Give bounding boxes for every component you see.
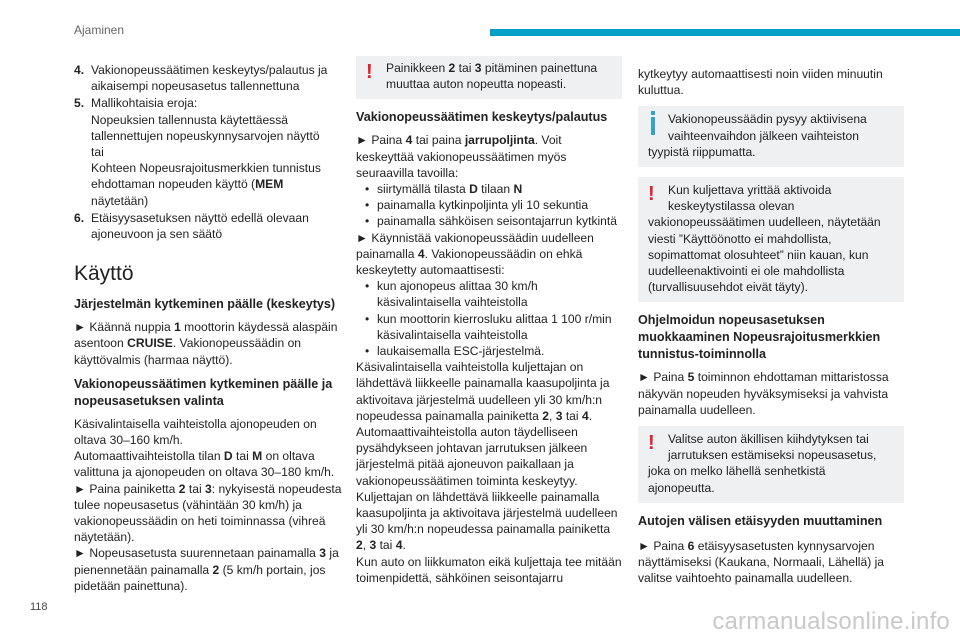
warning-icon: ! — [366, 61, 373, 83]
list-item-4: 4. Vakionopeussäätimen keskeytys/palautus ja aikaisempi nopeusasetus tallennettuna — [74, 63, 328, 94]
warning-icon: ! — [648, 432, 655, 455]
warning-note: ! Kun kuljettava yrittää aktivoida keskeytystilassa olevan vakionopeussäätimen uudelleen, näytetään viesti ”Käyttöönotto ei mahdollista, sopimattomat olosuhteet” niin kauan, kun uudelleenaktivointi ei ole mahdollista (turvallisuusehdot eivät täyty). — [638, 177, 904, 302]
paragraph: kytkeytyy automaattisesti noin viiden minuutin kuluttua. — [638, 67, 883, 98]
paragraph: ► Paina painiketta 2 tai 3: nykyisestä nopeudesta tulee nopeusasetus (vähintään 30 km/h) ja vakionopeussäädin on heti toiminnassa (vihreä näytetään). — [74, 481, 342, 545]
paragraph: ► Käännä nuppia 1 moottorin käydessä alaspäin asentoon CRUISE. Vakionopeussäädin on käyttövalmis (harmaa näyttö). — [74, 320, 338, 367]
list-item-5: 5. Mallikohtaisia eroja: Nopeuksien tallennusta käytettäessä tallennettujen nopeuskynnysarvojen näyttö tai Kohteen Nopeusrajoitusmerkkien tunnistus ehdottaman nopeuden käyttö (MEM näytetään) — [74, 96, 321, 208]
paragraph: Käsivalintaisella vaihteistolla ajonopeuden on oltava 30–160 km/h. — [74, 416, 317, 448]
list-item: • kun ajonopeus alittaa 30 km/h käsivalintaisella vaihteistolla — [365, 279, 538, 310]
section-title: Ajaminen — [74, 23, 125, 37]
column-1 — [74, 62, 344, 594]
paragraph: ► Käynnistää vakionopeussäädin uudelleen painamalla 4. Vakionopeussäädin on ehkä keskeytetty automaattisesti: — [356, 230, 594, 278]
heading-switch-on: Järjestelmän kytkeminen päälle (keskeytys) — [74, 297, 336, 312]
column-2 — [356, 56, 622, 586]
watermark: carmanualsonline.info — [712, 608, 950, 635]
list-item: • painamalla kytkinpoljinta yli 10 sekuntia — [365, 198, 589, 213]
paragraph: ► Nopeusasetusta suurennetaan painamalla 3 ja pienennetään painamalla 2 (5 km/h portain, jos pidetään painettuna). — [74, 546, 339, 593]
paragraph: Automaattivaihteistolla tilan D tai M on oltava valittuna ja ajonopeuden on oltava 30–180 km/h. — [74, 449, 335, 480]
warning-note: ! Valitse auton äkillisen kiihdytyksen tai jarrutuksen estämiseksi nopeusasetus, joka on melko lähellä senhetkistä ajonopeutta. — [638, 426, 904, 503]
header-accent-bar — [490, 29, 960, 36]
warning-icon: ! — [648, 183, 655, 206]
paragraph: Käsivalintaisella vaihteistolla kuljettajan on lähdettävä liikkeelle painamalla kaasupoljinta ja aktivoitava järjestelmä uudelleen yli 30 km/h:n nopeudessa painamalla painiketta 2, 3 tai 4. — [356, 360, 610, 423]
list-item: • kun moottorin kierrosluku alittaa 1 100 r/min käsivalintaisella vaihteistolla — [365, 311, 612, 342]
list-item-6: 6. Etäisyysasetuksen näyttö edellä olevaan ajoneuvoon ja sen säätö — [74, 210, 309, 242]
heading-pause-resume: Vakionopeussäätimen keskeytys/palautus — [356, 110, 608, 125]
heading-programmed-speed: Ohjelmoidun nopeusasetuksen muokkaaminen Nopeusrajoitusmerkkien tunnistus-toiminnolla — [638, 313, 881, 362]
paragraph: ► Paina 5 toiminnon ehdottaman mittaristossa näkyvän nopeuden hyväksymiseksi ja vahvista painamalla uudelleen. — [638, 370, 889, 417]
heading-select-speed: Vakionopeussäätimen kytkeminen päälle ja nopeusasetuksen valinta — [74, 376, 333, 408]
heading-distance: Autojen välisen etäisyyden muuttaminen — [638, 513, 883, 528]
page-title: Käyttö — [74, 262, 134, 286]
paragraph: ► Paina 6 etäisyysasetusten kynnysarvojen näyttämiseksi (Kaukana, Normaali, Lähellä) ja valitse vaihtoehto painamalla uudelleen. — [638, 538, 885, 586]
column-3 — [638, 66, 904, 586]
list-item: • painamalla sähköisen seisontajarrun kytkintä — [365, 214, 617, 229]
paragraph: Kun auto on liikkumaton eikä kuljettaja tee mitään toimenpidettä, sähköinen seisontajarru — [356, 554, 622, 585]
page-number: 118 — [30, 601, 48, 613]
list-item: • siirtymällä tilasta D tilaan N — [365, 182, 523, 197]
list-item: • laukaisemalla ESC-järjestelmä. — [365, 344, 545, 359]
paragraph: ► Paina 4 tai paina jarrupoljinta. Voit keskeyttää vakionopeussäätimen myös seuraavilla tavoilla: — [356, 133, 567, 180]
info-note: Vakionopeussäädin pysyy aktiivisena vaihteenvaihdon jälkeen vaihteiston tyypistä riippumatta. — [638, 106, 904, 167]
paragraph: Automaattivaihteistolla auton täydelliseen pysähdykseen johtavan jarrutuksen jälkeen järjestelmä pitää ajoneuvon paikallaan ja vakionopeussäätimen toiminta keskeytyy. Kuljettajan on lähdettävä liikkeelle painamalla kaasupoljinta ja aktivoitava järjestelmä uudelleen yli 30 km/h:n nopeudessa painamalla painiketta 2, 3 tai 4. — [356, 425, 618, 553]
warning-note: ! Painikkeen 2 tai 3 pitäminen painettuna muuttaa auton nopeutta nopeasti. — [356, 56, 622, 99]
info-icon — [648, 111, 668, 135]
